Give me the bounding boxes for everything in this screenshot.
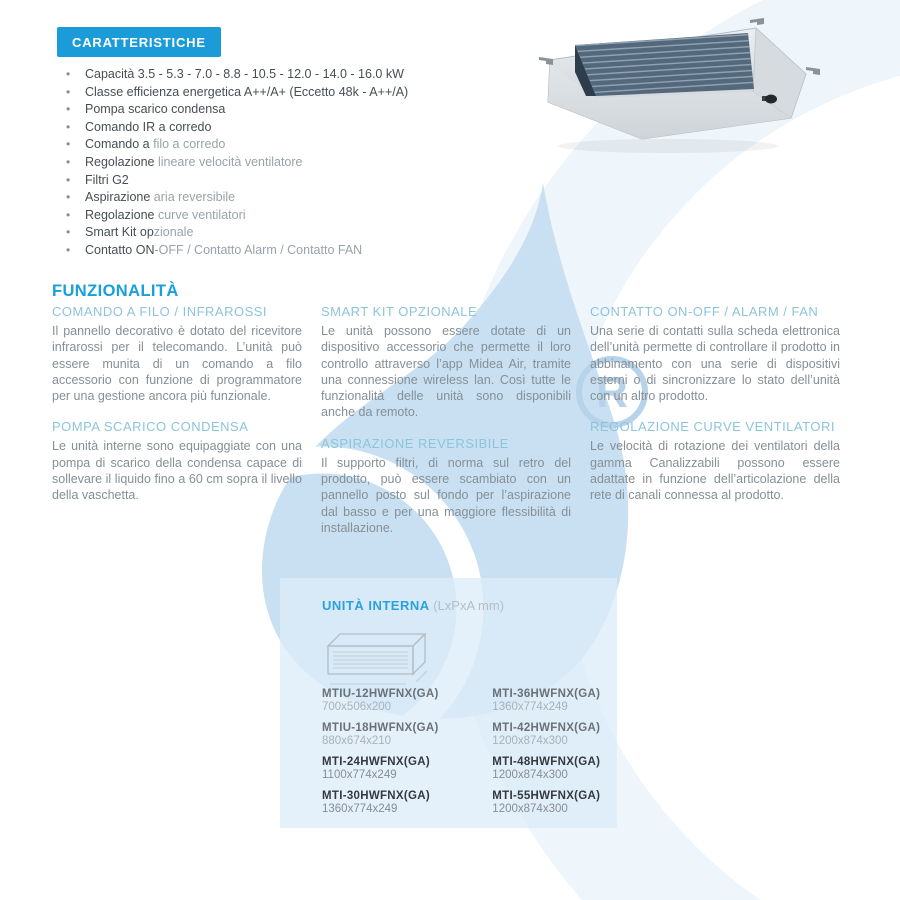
model-name: MTIU-18HWFNX(GA)	[322, 722, 439, 734]
model-dimensions: 1200x874x300	[492, 735, 568, 747]
column-2	[321, 304, 571, 551]
model-dimensions: 1200x874x300	[492, 803, 568, 815]
model-dimensions: 1360x774x249	[322, 803, 398, 815]
section-body: Le unità possono essere dotate di un dispositivo accessorio che permette il loro controllo attraverso l’app Midea Air, tramite una connessione wireless lan. Così tutte le funzionalità delle unità sono disponibili anche da remoto.	[321, 324, 571, 420]
section-contatto	[590, 304, 840, 404]
section-body: Il supporto filtri, di norma sul retro del prodotto, può essere scambiato con un pannello posto sul fondo per l’aspirazione dal basso e per una maggiore flessibilità di installazione.	[321, 455, 571, 535]
model-item	[492, 688, 622, 713]
section-heading: CONTATTO ON-OFF / ALARM / FAN	[590, 304, 819, 319]
feature-bullet: • Contatto ON-OFF / Contatto Alarm / Contatto FAN	[62, 242, 502, 260]
svg-text:R: R	[596, 368, 628, 417]
indoor-unit-subtitle: (LxPxA mm)	[433, 598, 505, 613]
section-heading: SMART KIT OPZIONALE	[321, 304, 478, 319]
caratteristiche-badge-label: CARATTERISTICHE	[72, 35, 206, 50]
indoor-unit-models	[322, 688, 622, 815]
caratteristiche-badge	[57, 27, 221, 57]
section-comando-a-filo	[52, 304, 302, 404]
section-pompa-scarico	[52, 419, 302, 503]
model-item	[322, 790, 460, 815]
section-heading: REGOLAZIONE CURVE VENTILATORI	[590, 419, 835, 435]
model-item	[322, 722, 460, 747]
feature-bullet: • Comando IR a corredo	[62, 119, 502, 137]
column-1	[52, 304, 302, 551]
model-name: MTI-42HWFNX(GA)	[492, 722, 601, 734]
model-dimensions: 1100x774x249	[322, 769, 397, 781]
feature-bullet: • Regolazione curve ventilatori	[62, 207, 502, 225]
model-name: MTI-24HWFNX(GA)	[322, 756, 430, 768]
feature-bullet: • Capacità 3.5 - 5.3 - 7.0 - 8.8 - 10.5 - 12.0 - 14.0 - 16.0 kW	[62, 66, 502, 84]
funzionalita-title: FUNZIONALITÀ	[52, 282, 179, 300]
column-3	[590, 304, 840, 551]
ducted-unit-photo	[538, 12, 890, 162]
features-list	[62, 66, 502, 260]
section-body: Una serie di contatti sulla scheda elettronica dell’unità permette di controllare il prodotto in abbinamento con una serie di dispositivi esterni o di sincronizzare lo stato dell’unità con un altro prodotto.	[590, 324, 840, 404]
feature-bullet: • Classe efficienza energetica A++/A+ (Eccetto 48k - A++/A)	[62, 84, 502, 102]
section-smart-kit	[321, 304, 571, 421]
section-heading: ASPIRAZIONE REVERSIBILE	[321, 435, 509, 451]
model-dimensions: 700x506x200	[322, 701, 392, 713]
model-item	[492, 722, 622, 747]
feature-bullet: • Aspirazione aria reversibile	[62, 189, 502, 207]
section-aspirazione	[321, 436, 571, 536]
section-regolazione-curve	[590, 419, 840, 503]
section-body: Il pannello decorativo è dotato del ricevitore infrarossi per il telecomando. L’unità può essere munita di un comando a filo accessorio con funzione di programmatore per una gestione ancora più funzionale.	[52, 324, 302, 404]
model-name: MTI-48HWFNX(GA)	[492, 756, 601, 768]
model-name: MTI-36HWFNX(GA)	[492, 688, 601, 700]
model-dimensions: 880x674x210	[322, 735, 392, 747]
indoor-unit-line-drawing	[316, 622, 436, 688]
section-heading: COMANDO A FILO / INFRAROSSI	[52, 304, 268, 319]
model-item	[322, 756, 460, 781]
section-heading: POMPA SCARICO CONDENSA	[52, 419, 249, 435]
model-name: MTIU-12HWFNX(GA)	[322, 688, 439, 700]
coil-panel	[568, 28, 760, 96]
model-item	[322, 688, 460, 713]
feature-bullet: • Filtri G2	[62, 172, 502, 190]
feature-bullet: • Comando a filo a corredo	[62, 136, 502, 154]
unit-shadow	[558, 139, 778, 153]
model-dimensions: 1360x774x249	[492, 701, 568, 713]
feature-bullet: • Smart Kit opzionale	[62, 224, 502, 242]
section-body: Le unità interne sono equipaggiate con una pompa di scarico della condensa capace di sollevare il liquido fino a 60 cm sopra il livello della vaschetta.	[52, 439, 302, 503]
model-item	[492, 756, 622, 781]
indoor-unit-title: UNITÀ INTERNA	[322, 598, 430, 613]
model-name: MTI-30HWFNX(GA)	[322, 790, 430, 802]
feature-bullet: • Regolazione lineare velocità ventilatore	[62, 154, 502, 172]
section-body: Le velocità di rotazione dei ventilatori della gamma Canalizzabili possono essere adattate in funzione dell’articolazione della rete di canali connessa al prodotto.	[590, 439, 840, 503]
indoor-unit-heading	[322, 598, 504, 613]
feature-bullet: • Pompa scarico condensa	[62, 101, 502, 119]
model-name: MTI-55HWFNX(GA)	[492, 790, 601, 802]
functionality-columns	[52, 304, 840, 551]
model-item	[492, 790, 622, 815]
model-dimensions: 1200x874x300	[492, 769, 568, 781]
